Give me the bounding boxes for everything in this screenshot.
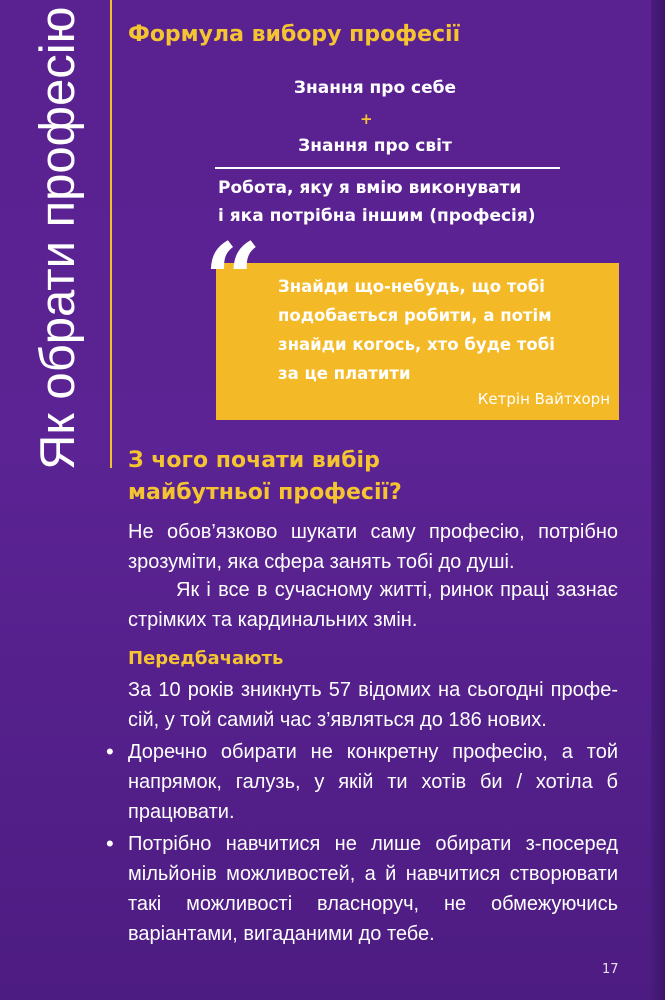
quote-line: Знайди що-небудь, що тобі	[278, 277, 545, 296]
section-heading	[128, 445, 548, 509]
bullet-text: Потрібно навчитися не лише обирати з-посеред мільйонів можливостей, а й навчитися створювати такі можливості власноруч, не обмежуючись варіантами, вигаданими до тебе.	[128, 833, 618, 945]
quote-author: Кетрін Вайтхорн	[477, 390, 610, 408]
side-divider	[110, 0, 112, 468]
fraction-bar	[215, 167, 560, 169]
formula-title: Формула вибору професії	[128, 22, 461, 47]
page-number: 17	[602, 962, 619, 977]
bullet-item	[106, 829, 618, 949]
quote-line: знайди когось, хто буде тобі	[278, 335, 555, 354]
side-title: Як обрати професію	[31, 6, 85, 470]
bullet-text: Доречно обирати не конкретну професію, а той напрямок, галузь, у якій ти хотів би / хотіла б працювати.	[128, 741, 618, 823]
formula-result-2: і яка потрібна іншим (професія)	[218, 206, 536, 226]
quote-line: за це платити	[278, 364, 411, 383]
quote-mark-icon: “	[204, 221, 262, 339]
quote-line: подобається робити, а потім	[278, 306, 552, 325]
paragraph-2	[128, 575, 618, 635]
bullet-item	[106, 737, 618, 827]
section-heading-line-1: З чого почати вибір	[128, 448, 380, 473]
formula-result-1: Робота, яку я вмію виконувати	[218, 178, 522, 198]
page-edge	[651, 0, 665, 1000]
quote-text	[278, 272, 608, 388]
formula-line-1: Знання про себе	[293, 78, 457, 98]
section-heading-line-2: майбутньої професії?	[128, 480, 402, 505]
bullet-icon: •	[106, 739, 114, 764]
bullet-icon: •	[106, 831, 114, 856]
paragraph-1: Не обов’язково шукати саму професію, потрібно зрозуміти, яка сфера занять тобі до душі.	[128, 521, 618, 573]
subheading: Передбачають	[128, 648, 284, 669]
paragraph-3: За 10 років зникнуть 57 відомих на сьогодні професій, у той самий час з’являться до 186 нових.	[128, 679, 618, 731]
formula-line-2: Знання про світ	[298, 136, 452, 156]
paragraph-2-text: Як і все в сучасному житті, ринок праці зазнає стрімких та кардинальних змін.	[128, 579, 618, 631]
formula-plus: +	[360, 110, 373, 128]
